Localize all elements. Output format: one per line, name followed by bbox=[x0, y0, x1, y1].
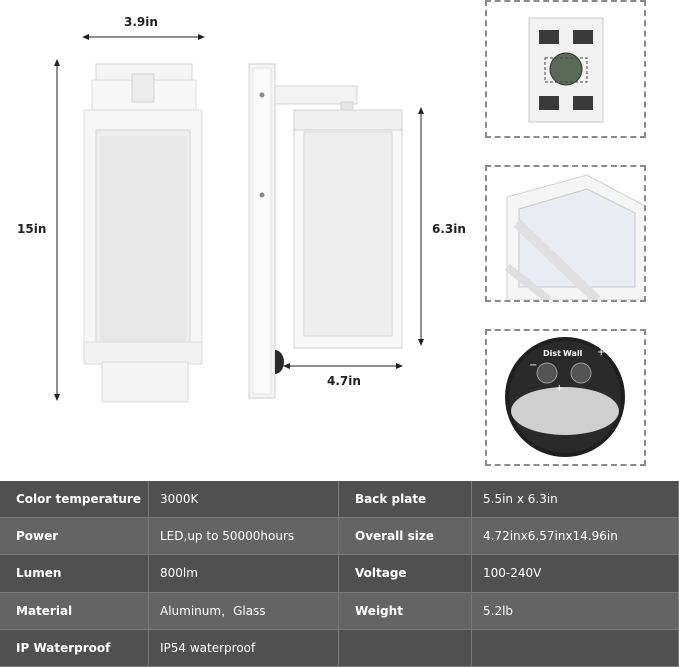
lamp-side-view bbox=[246, 62, 406, 402]
spec-value: 5.2lb bbox=[472, 593, 679, 630]
back-plate-image bbox=[487, 2, 644, 136]
spec-table bbox=[0, 481, 679, 667]
spec-value: 3000K bbox=[149, 481, 339, 518]
width-dimension-label: 3.9in bbox=[124, 15, 158, 29]
inset-back-plate bbox=[485, 0, 646, 138]
sensor-plus-glyph: + bbox=[555, 383, 564, 394]
shade-detail-image bbox=[487, 167, 644, 300]
sensor-plus-glyph-top: + bbox=[597, 347, 606, 358]
depth-dimension-label: 4.7in bbox=[327, 374, 361, 388]
inset-shade-detail bbox=[485, 165, 646, 302]
spec-value: LED,up to 50000hours bbox=[149, 518, 339, 555]
spec-label bbox=[339, 630, 472, 667]
spec-value: Aluminum，Glass bbox=[149, 593, 339, 630]
motion-sensor-image bbox=[487, 331, 644, 464]
spec-label: Voltage bbox=[339, 555, 472, 592]
sensor-dist-label: Dist bbox=[543, 349, 561, 358]
inset-motion-sensor bbox=[485, 329, 646, 466]
sensor-wall-label: Wall bbox=[563, 349, 583, 358]
spec-label: Material bbox=[0, 593, 149, 630]
spec-value bbox=[472, 630, 679, 667]
lamp-front-view bbox=[82, 60, 207, 405]
spec-label: IP Waterproof bbox=[0, 630, 149, 667]
spec-value: 800lm bbox=[149, 555, 339, 592]
spec-label: Weight bbox=[339, 593, 472, 630]
spec-label: Back plate bbox=[339, 481, 472, 518]
spec-value: 4.72inx6.57inx14.96in bbox=[472, 518, 679, 555]
spec-value: 5.5in x 6.3in bbox=[472, 481, 679, 518]
height-dimension-label: 15in bbox=[17, 222, 47, 236]
spec-label: Color temperature bbox=[0, 481, 149, 518]
spec-label: Overall size bbox=[339, 518, 472, 555]
spec-label: Lumen bbox=[0, 555, 149, 592]
sensor-minus-glyph: − bbox=[529, 360, 538, 371]
spec-value: 100-240V bbox=[472, 555, 679, 592]
spec-label: Power bbox=[0, 518, 149, 555]
spec-value: IP54 waterproof bbox=[149, 630, 339, 667]
shade-height-dimension-label: 6.3in bbox=[432, 222, 466, 236]
